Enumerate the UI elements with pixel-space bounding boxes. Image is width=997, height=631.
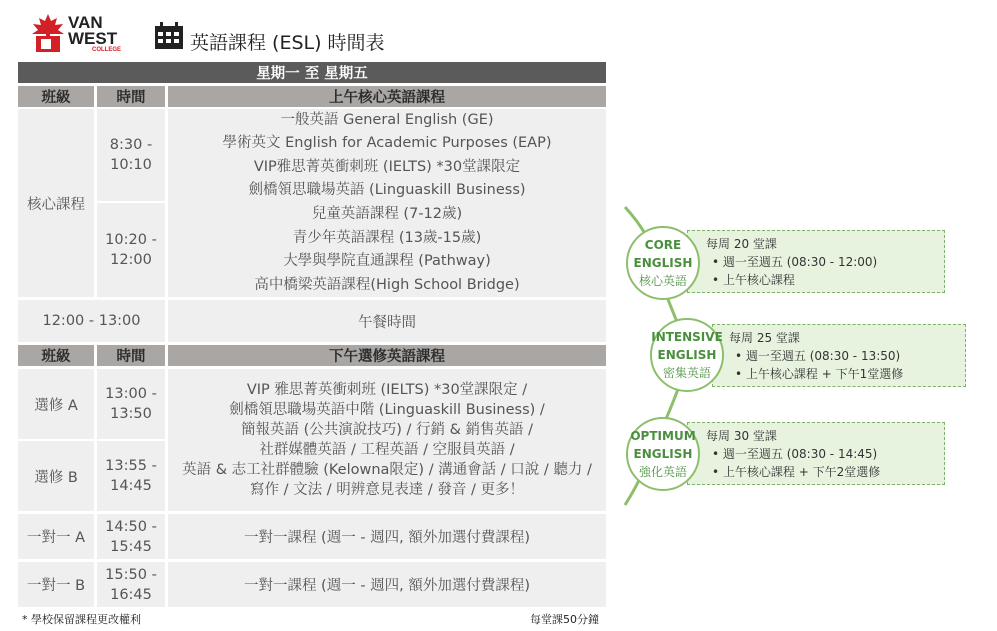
time-slot-2 (97, 203, 165, 297)
header-time: 時間 (97, 86, 165, 107)
program-optimum-en1: OPTIMUM (630, 429, 696, 443)
program-intensive-hours: 每周 25 堂課 (729, 331, 800, 345)
header-course-pm: 下午選修英語課程 (168, 345, 606, 366)
one-b-time (97, 562, 165, 607)
core-label: 核心課程 (18, 109, 94, 297)
lunch-label: 午餐時間 (168, 300, 606, 342)
elective-a-end: 13:50 (110, 406, 152, 422)
footer-duration: 每堂課50分鐘 (530, 613, 599, 626)
one-b-start: 15:50 - (105, 566, 157, 583)
logo-mark-icon (30, 12, 66, 54)
logo-line1: VAN (68, 13, 103, 32)
program-core-bullet: • 上午核心課程 (712, 273, 795, 287)
elective-course-list (168, 369, 606, 511)
core-course: 劍橋領思職場英語 (Linguaskill Business) (248, 182, 526, 199)
core-course-list (168, 109, 606, 297)
one-a-end: 15:45 (110, 538, 152, 555)
weekday-banner: 星期一 至 星期五 (18, 62, 606, 83)
time-slot-1 (97, 109, 165, 201)
logo-line2: WEST (68, 29, 118, 48)
page-title: 英語課程 (ESL) 時間表 (190, 32, 385, 54)
program-intensive-box (712, 324, 966, 387)
program-core-circle (626, 226, 700, 300)
program-intensive-bullet: • 上午核心課程 + 下午1堂選修 (735, 367, 904, 381)
logo-line3: COLLEGE (92, 47, 122, 53)
program-core-box (687, 230, 945, 293)
one-b-label: 一對一 B (18, 562, 94, 607)
one-a-start: 14:50 - (105, 518, 157, 535)
elective-a-time (97, 369, 165, 439)
program-optimum-bullet: • 週一至週五 (08:30 - 14:45) (712, 447, 878, 461)
program-optimum-zh: 強化英語 (638, 465, 687, 479)
elective-b-label: 選修 B (18, 441, 94, 511)
header-class-pm: 班級 (18, 345, 94, 366)
core-course: 青少年英語課程 (13歲-15歲) (292, 229, 482, 246)
elective-b-end: 14:45 (110, 478, 152, 494)
one-a-time (97, 514, 165, 559)
core-course: 大學與學院直通課程 (Pathway) (283, 253, 491, 270)
header-class: 班級 (18, 86, 94, 107)
elective-b-start: 13:55 - (105, 458, 157, 474)
program-intensive-bullet: • 週一至週五 (08:30 - 13:50) (735, 349, 901, 363)
elective-course: 社群媒體英語 / 工程英語 / 空服員英語 / (259, 442, 515, 458)
time-slot-2-end: 12:00 (110, 252, 152, 268)
one-b-desc: 一對一課程 (週一 - 週四, 額外加選付費課程) (168, 562, 606, 607)
header-time-pm: 時間 (97, 345, 165, 366)
program-core-en2: ENGLISH (633, 256, 693, 270)
program-intensive-circle (650, 318, 724, 392)
elective-b-time (97, 441, 165, 511)
program-optimum-en2: ENGLISH (633, 447, 693, 461)
core-course: 學術英文 English for Academic Purposes (EAP) (222, 135, 552, 152)
program-core-bullet: • 週一至週五 (08:30 - 12:00) (712, 255, 878, 269)
one-a-desc: 一對一課程 (週一 - 週四, 額外加選付費課程) (168, 514, 606, 559)
program-optimum-hours: 每周 30 堂課 (706, 429, 777, 443)
program-core-en1: CORE (644, 238, 682, 252)
elective-course: 寫作 / 文法 / 明辨意見表達 / 發音 / 更多！ (250, 482, 524, 498)
program-core-hours: 每周 20 堂課 (706, 237, 777, 251)
elective-course: 劍橋領思職場英語中階 (Linguaskill Business) / (229, 402, 545, 418)
elective-course: 英語 & 志工社群體驗 (Kelowna限定) / 溝通會話 / 口說 / 聽力 / (182, 462, 592, 478)
program-core-zh: 核心英語 (638, 274, 687, 288)
time-slot-1-end: 10:10 (110, 157, 152, 173)
time-slot-1-start: 8:30 - (109, 137, 153, 153)
footer-note: * 學校保留課程更改權利 (22, 613, 141, 626)
core-course: 一般英語 General English (GE) (280, 111, 494, 128)
elective-course: 簡報英語 (公共演說技巧) / 行銷 & 銷售英語 / (240, 422, 534, 438)
program-optimum-bullet: • 上午核心課程 + 下午2堂選修 (712, 465, 881, 479)
elective-course: VIP 雅思菁英衝刺班 (IELTS) *30堂課限定 / (246, 382, 528, 398)
core-course: 兒童英語課程 (7-12歲) (311, 206, 463, 222)
calendar-icon (154, 22, 184, 54)
core-course: 高中橋梁英語課程(High School Bridge) (254, 276, 520, 293)
college-logo (30, 12, 130, 56)
lunch-time: 12:00 - 13:00 (18, 300, 165, 342)
time-slot-2-start: 10:20 - (105, 232, 157, 248)
program-optimum-box (687, 422, 945, 485)
elective-a-start: 13:00 - (105, 386, 157, 402)
program-intensive-en1: INTENSIVE (651, 330, 723, 344)
one-a-label: 一對一 A (18, 514, 94, 559)
header-course: 上午核心英語課程 (168, 86, 606, 107)
one-b-end: 16:45 (110, 586, 152, 603)
elective-a-label: 選修 A (18, 369, 94, 439)
core-course: VIP雅思菁英衝刺班 (IELTS) *30堂課限定 (253, 158, 521, 175)
program-intensive-zh: 密集英語 (662, 366, 711, 380)
program-optimum-circle (626, 417, 700, 491)
program-intensive-en2: ENGLISH (657, 348, 717, 362)
